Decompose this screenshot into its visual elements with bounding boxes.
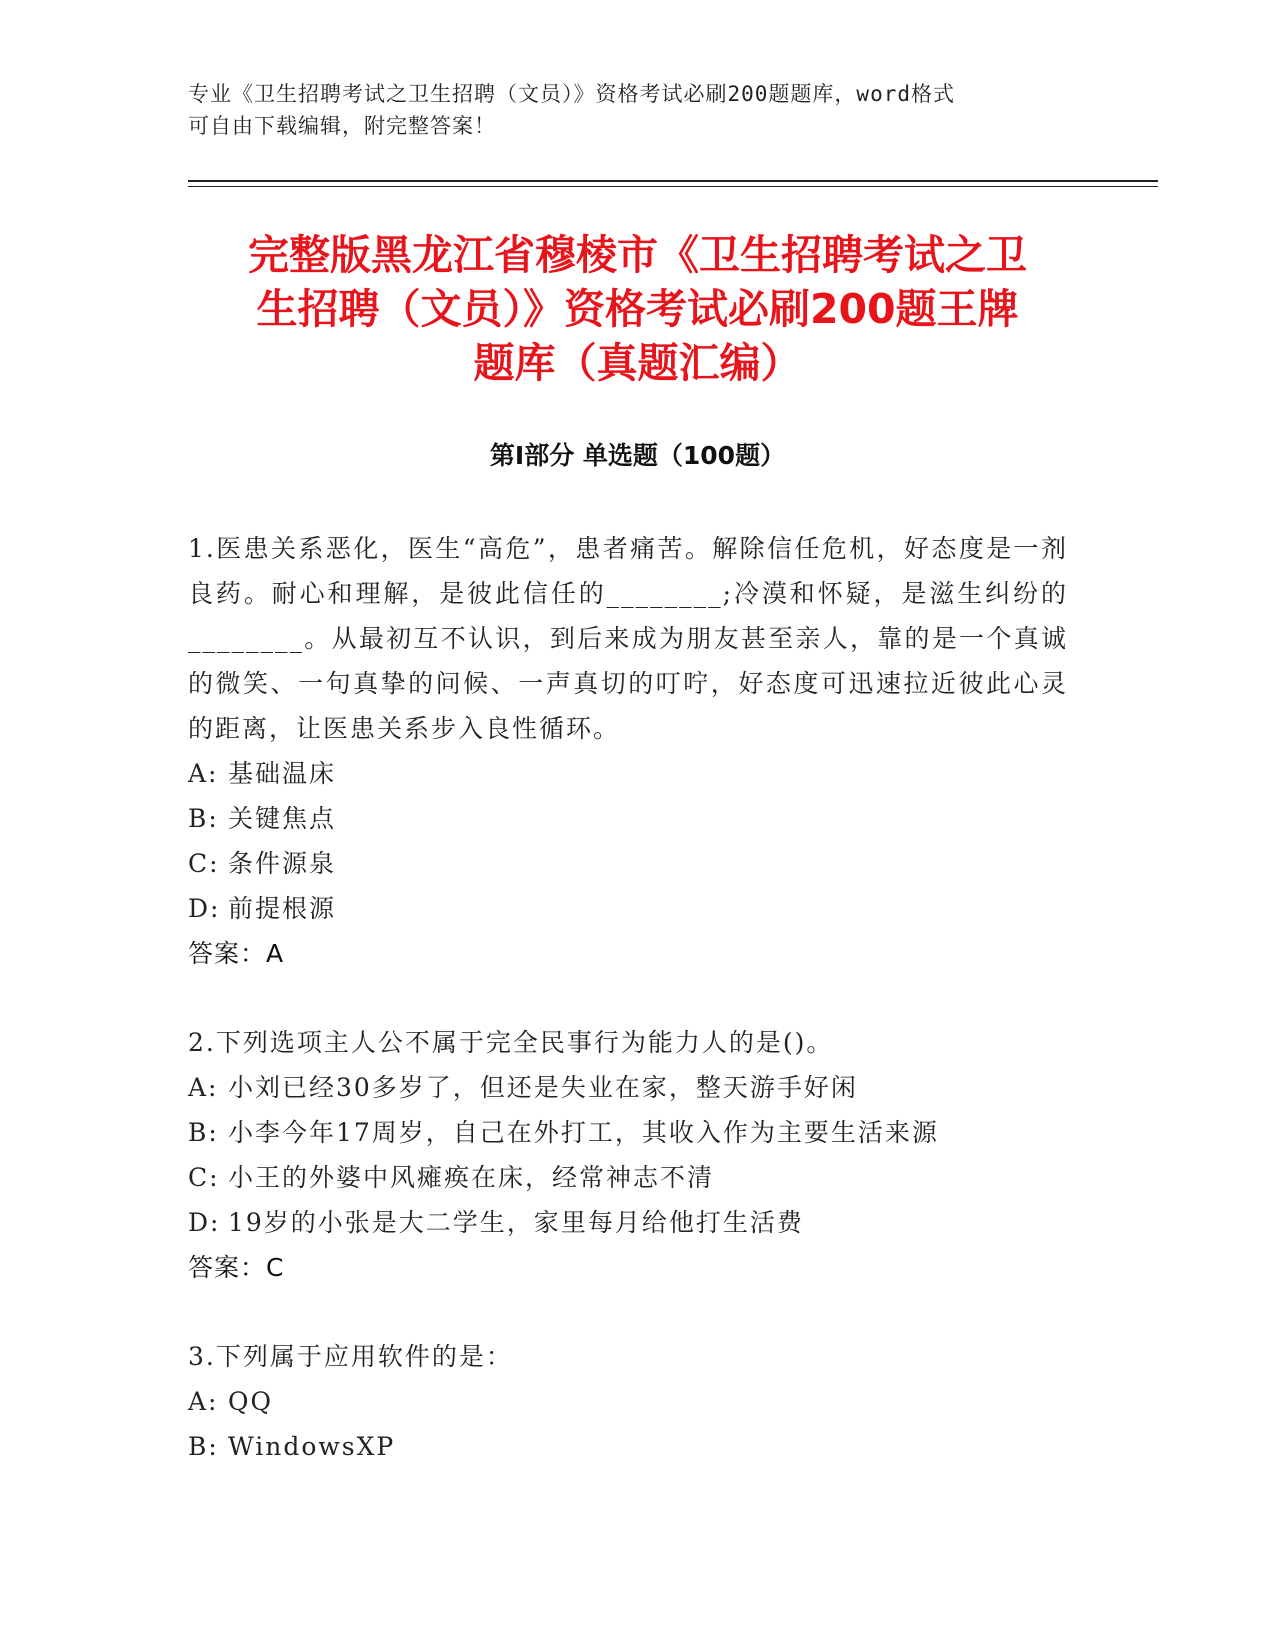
option-key: B: (188, 804, 219, 833)
option-key: C: (188, 1163, 220, 1192)
header-rule-thick (188, 180, 1158, 182)
option-key: A: (188, 759, 219, 788)
question-text: 2.下列选项主人公不属于完全民事行为能力人的是()。 (188, 1028, 834, 1057)
option-text: 条件源泉 (228, 849, 337, 878)
header-note (188, 78, 1068, 142)
option-text: 小李今年17周岁，自己在外打工，其收入作为主要生活来源 (228, 1118, 939, 1147)
option-a (188, 1065, 1068, 1110)
option-key: A: (188, 1073, 219, 1102)
option-b (188, 796, 1068, 841)
option-text: 关键焦点 (228, 804, 337, 833)
title-line3: 题库（真题汇编） (473, 339, 802, 387)
option-text: 19岁的小张是大二学生，家里每月给他打生活费 (228, 1208, 804, 1237)
option-c (188, 1155, 1068, 1200)
question-text: 1.医患关系恶化，医生“高危”，患者痛苦。解除信任危机，好态度是一剂良药。耐心和理解，是彼此信任的________;冷漠和怀疑，是滋生纠纷的________。从最初互不认识，到后来成为朋友甚至亲人，靠的是一个真诚的微笑、一句真挚的问候、一声真切的叮咛，好态度可迅速拉近彼此心灵的距离，让医患关系步入良性循环。 (188, 534, 1068, 743)
option-key: D: (188, 894, 221, 923)
option-text: 小王的外婆中风瘫痪在床，经常神志不清 (228, 1163, 715, 1192)
question-3 (188, 1334, 1068, 1469)
answer: 答案：C (188, 1253, 285, 1282)
section-heading: 第Ⅰ部分 单选题（100题） (489, 441, 786, 470)
header-note-line1: 专业《卫生招聘考试之卫生招聘（文员）》资格考试必刷200题题库，word格式 (188, 82, 955, 106)
title-line1: 完整版黑龙江省穆棱市《卫生招聘考试之卫 (248, 231, 1027, 279)
title-line2: 生招聘（文员）》资格考试必刷200题王牌 (256, 285, 1019, 333)
option-b (188, 1110, 1068, 1155)
option-d (188, 1200, 1068, 1245)
answer: 答案：A (188, 939, 285, 968)
option-text: 基础温床 (228, 759, 337, 788)
option-key: D: (188, 1208, 221, 1237)
option-c (188, 841, 1068, 886)
header-note-line2: 可自由下载编辑，附完整答案！ (188, 114, 496, 138)
option-b (188, 1424, 1068, 1469)
option-key: B: (188, 1118, 219, 1147)
header-rule-thin (188, 186, 1158, 187)
option-text: QQ (228, 1387, 273, 1416)
option-key: A: (188, 1387, 219, 1416)
option-text: WindowsXP (228, 1432, 396, 1461)
option-key: B: (188, 1432, 219, 1461)
option-text: 小刘已经30多岁了，但还是失业在家，整天游手好闲 (228, 1073, 858, 1102)
option-a (188, 751, 1068, 796)
question-2 (188, 1020, 1068, 1290)
option-d (188, 886, 1068, 931)
document-title (190, 228, 1085, 390)
question-text: 3.下列属于应用软件的是： (188, 1342, 513, 1371)
option-key: C: (188, 849, 220, 878)
option-a (188, 1379, 1068, 1424)
question-1 (188, 526, 1068, 976)
option-text: 前提根源 (228, 894, 337, 923)
questions-list (188, 526, 1068, 1513)
